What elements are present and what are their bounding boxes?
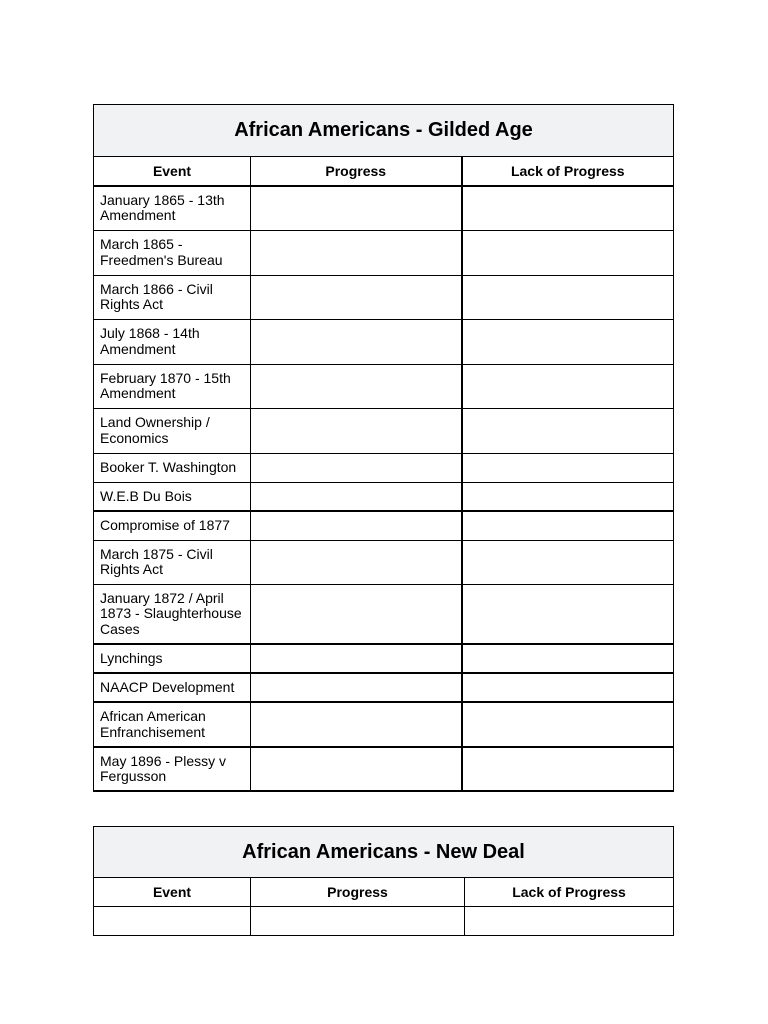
event-cell: May 1896 - Plessy v Fergusson <box>94 747 251 791</box>
progress-cell[interactable] <box>251 702 462 747</box>
progress-cell[interactable] <box>251 230 462 275</box>
gilded-age-table <box>93 104 674 792</box>
progress-cell[interactable] <box>251 186 462 230</box>
header-event: Event <box>94 878 251 907</box>
gilded-age-title: African Americans - Gilded Age <box>94 105 674 157</box>
event-cell: Lynchings <box>94 644 251 673</box>
table-row <box>94 747 674 791</box>
event-cell: January 1872 / April 1873 - Slaughterhouse Cases <box>94 584 251 644</box>
lack-of-progress-cell[interactable] <box>462 319 674 364</box>
progress-cell[interactable] <box>251 275 462 319</box>
table-row <box>94 511 674 540</box>
header-event: Event <box>94 157 251 187</box>
table-row <box>94 230 674 275</box>
header-progress: Progress <box>251 157 462 187</box>
table-row <box>94 186 674 230</box>
table-row <box>94 319 674 364</box>
header-progress: Progress <box>251 878 465 907</box>
header-lack-of-progress: Lack of Progress <box>462 157 674 187</box>
event-cell: Booker T. Washington <box>94 453 251 482</box>
event-cell: March 1866 - Civil Rights Act <box>94 275 251 319</box>
lack-of-progress-cell[interactable] <box>465 907 674 936</box>
progress-cell[interactable] <box>251 482 462 511</box>
new-deal-title: African Americans - New Deal <box>94 827 674 878</box>
event-cell: W.E.B Du Bois <box>94 482 251 511</box>
progress-cell[interactable] <box>251 540 462 584</box>
event-cell: NAACP Development <box>94 673 251 702</box>
event-cell: Land Ownership / Economics <box>94 408 251 453</box>
table-row <box>94 644 674 673</box>
progress-cell[interactable] <box>251 511 462 540</box>
event-cell: July 1868 - 14th Amendment <box>94 319 251 364</box>
progress-cell[interactable] <box>251 408 462 453</box>
header-lack-of-progress: Lack of Progress <box>465 878 674 907</box>
new-deal-table <box>93 826 674 936</box>
progress-cell[interactable] <box>251 453 462 482</box>
table-row <box>94 702 674 747</box>
table-row <box>94 482 674 511</box>
lack-of-progress-cell[interactable] <box>462 364 674 408</box>
progress-cell[interactable] <box>251 673 462 702</box>
lack-of-progress-cell[interactable] <box>462 275 674 319</box>
lack-of-progress-cell[interactable] <box>462 186 674 230</box>
progress-cell[interactable] <box>251 364 462 408</box>
table-row <box>94 364 674 408</box>
lack-of-progress-cell[interactable] <box>462 453 674 482</box>
event-cell: February 1870 - 15th Amendment <box>94 364 251 408</box>
lack-of-progress-cell[interactable] <box>462 482 674 511</box>
progress-cell[interactable] <box>251 584 462 644</box>
progress-cell[interactable] <box>251 747 462 791</box>
table-row <box>94 540 674 584</box>
event-cell: Compromise of 1877 <box>94 511 251 540</box>
table-row <box>94 584 674 644</box>
lack-of-progress-cell[interactable] <box>462 408 674 453</box>
progress-cell[interactable] <box>251 319 462 364</box>
table-row <box>94 275 674 319</box>
table-row <box>94 673 674 702</box>
lack-of-progress-cell[interactable] <box>462 584 674 644</box>
progress-cell[interactable] <box>251 644 462 673</box>
event-cell[interactable] <box>94 907 251 936</box>
table-row <box>94 453 674 482</box>
event-cell: March 1865 - Freedmen's Bureau <box>94 230 251 275</box>
lack-of-progress-cell[interactable] <box>462 702 674 747</box>
lack-of-progress-cell[interactable] <box>462 644 674 673</box>
lack-of-progress-cell[interactable] <box>462 747 674 791</box>
progress-cell[interactable] <box>251 907 465 936</box>
lack-of-progress-cell[interactable] <box>462 673 674 702</box>
event-cell: January 1865 - 13th Amendment <box>94 186 251 230</box>
lack-of-progress-cell[interactable] <box>462 540 674 584</box>
table-row <box>94 408 674 453</box>
lack-of-progress-cell[interactable] <box>462 511 674 540</box>
event-cell: March 1875 - Civil Rights Act <box>94 540 251 584</box>
lack-of-progress-cell[interactable] <box>462 230 674 275</box>
event-cell: African American Enfranchisement <box>94 702 251 747</box>
